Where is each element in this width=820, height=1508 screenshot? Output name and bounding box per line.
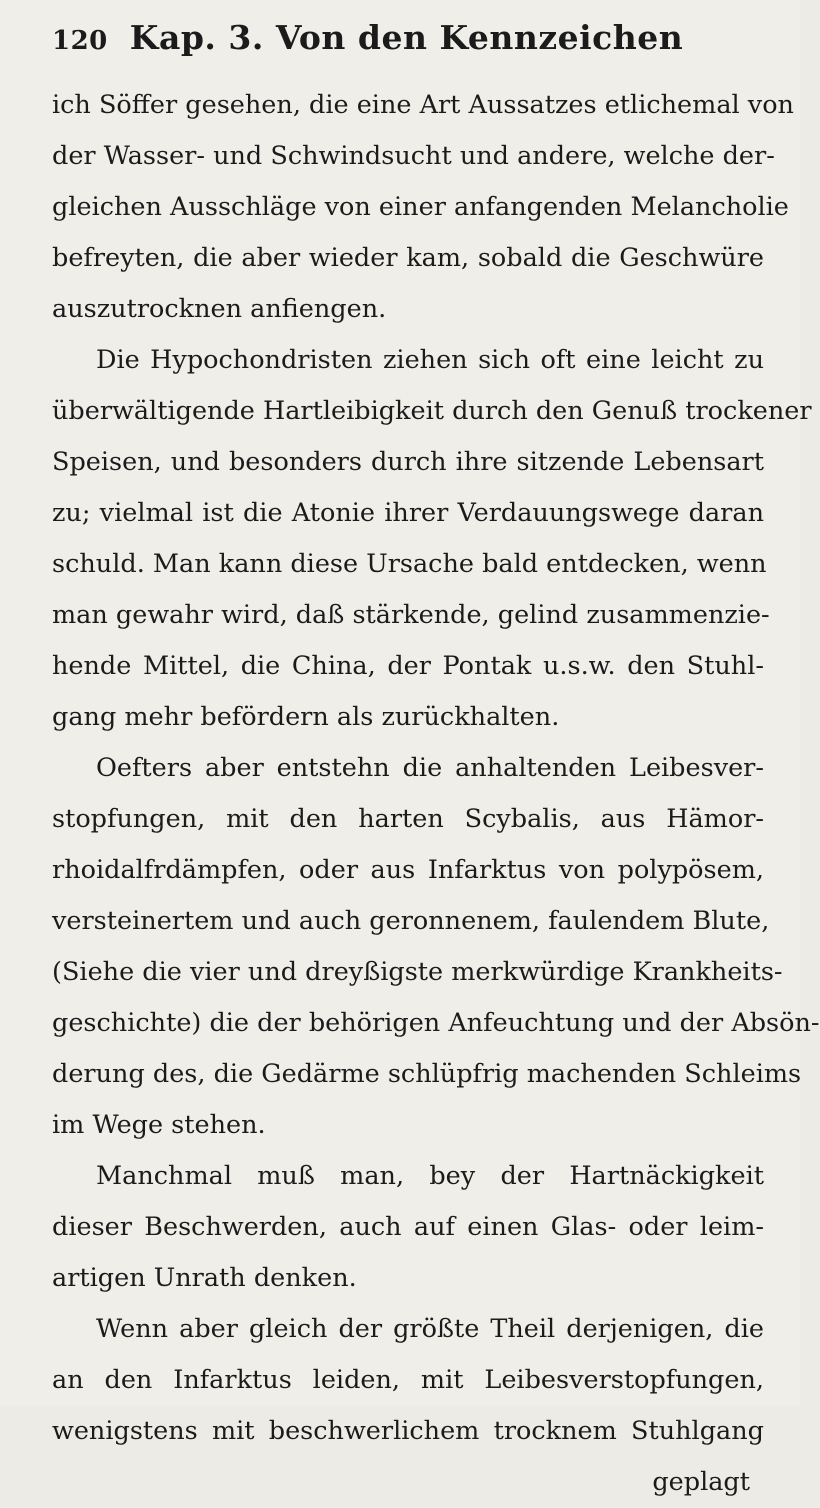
text-line: (Siehe die vier und dreyßigste merkwürdige Krankheits- bbox=[52, 957, 783, 987]
body-text bbox=[52, 80, 820, 1508]
text-line: wenigstens mit beschwerlichem trocknem Stuhlgang bbox=[52, 1416, 764, 1446]
text-line: stopfungen, mit den harten Scybalis, aus Hämor- bbox=[52, 804, 764, 834]
page-number: 120 bbox=[52, 26, 108, 56]
paragraph bbox=[52, 1304, 764, 1457]
paragraph bbox=[52, 743, 820, 1151]
text-line: geschichte) die der behörigen Anfeuchtung und der Absön- bbox=[52, 1008, 820, 1038]
catchword: geplagt bbox=[652, 1467, 750, 1497]
text-line: Wenn aber gleich der größte Theil derjenigen, die bbox=[96, 1314, 764, 1344]
text-line: gleichen Ausschläge von einer anfangenden Melancholie bbox=[52, 192, 789, 222]
text-line: ich Söffer gesehen, die eine Art Aussatzes etlichemal von bbox=[52, 90, 794, 120]
text-line: Speisen, und besonders durch ihre sitzende Lebensart bbox=[52, 447, 764, 477]
paragraph bbox=[52, 1151, 764, 1304]
text-line: rhoidalfrdämpfen, oder aus Infarktus von polypösem, bbox=[52, 855, 764, 885]
text-line: derung des, die Gedärme schlüpfrig machenden Schleims bbox=[52, 1059, 802, 1089]
text-line: Die Hypochondristen ziehen sich oft eine leicht zu bbox=[96, 345, 764, 375]
chapter-heading: Kap. 3. Von den Kennzeichen bbox=[129, 18, 684, 57]
text-line: befreyten, die aber wieder kam, sobald die Geschwüre bbox=[52, 243, 764, 273]
text-line: versteinertem und auch geronnenem, faulendem Blute, bbox=[52, 906, 770, 936]
text-line: zu; vielmal ist die Atonie ihrer Verdauungswege daran bbox=[52, 498, 764, 528]
text-line: gang mehr befördern als zurückhalten. bbox=[52, 702, 560, 732]
text-line: Oefters aber entstehn die anhaltenden Leibesver- bbox=[96, 753, 764, 783]
text-line: hende Mittel, die China, der Pontak u.s.w. den Stuhl- bbox=[52, 651, 764, 681]
text-line: der Wasser- und Schwindsucht und andere, welche der- bbox=[52, 141, 775, 171]
running-head bbox=[52, 18, 764, 76]
text-line: dieser Beschwerden, auch auf einen Glas- oder leim- bbox=[52, 1212, 764, 1242]
text-line: Manchmal muß man, bey der Hartnäckigkeit bbox=[96, 1161, 764, 1191]
catchword-row bbox=[52, 1457, 764, 1508]
text-line: an den Infarktus leiden, mit Leibesverstopfungen, bbox=[52, 1365, 764, 1395]
text-line: im Wege stehen. bbox=[52, 1110, 266, 1140]
text-line: überwältigende Hartleibigkeit durch den Genuß trockener bbox=[52, 396, 812, 426]
text-line: auszutrocknen anfiengen. bbox=[52, 294, 387, 324]
text-line: man gewahr wird, daß stärkende, gelind zusammenzie- bbox=[52, 600, 770, 630]
text-line: artigen Unrath denken. bbox=[52, 1263, 357, 1293]
text-line: schuld. Man kann diese Ursache bald entdecken, wenn bbox=[52, 549, 767, 579]
paragraph bbox=[52, 335, 812, 743]
paragraph bbox=[52, 80, 794, 335]
